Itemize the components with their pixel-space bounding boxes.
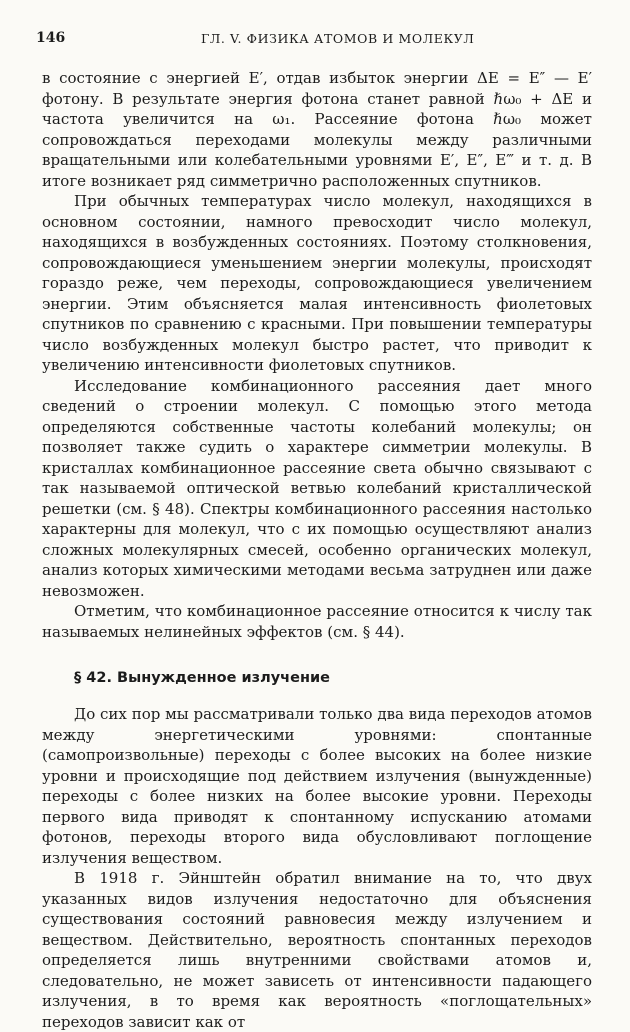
running-title: ГЛ. V. ФИЗИКА АТОМОВ И МОЛЕКУЛ (201, 31, 475, 46)
paragraph-nonlinear-note: Отметим, что комбинационное рассеяние относится к числу так называемых нелинейных эффектов (см. § 44). (42, 602, 592, 641)
page-number: 146 (36, 30, 66, 46)
paragraph-transitions: До сих пор мы рассматривали только два вида переходов атомов между энергетическими уровнями: спонтанные (самопроизвольные) переходы с более высоких на более низкие уровни и происходящие под действием излучения (вынужденные) переходы с более низких на более высокие уровни. Переходы первого вида приводят к спонтанному испусканию атомами фотонов, переходы второго вида обусловливают поглощение излучения веществом. (42, 705, 592, 867)
paragraph-continuation: в состояние с энергией E′, отдав избыток энергии ΔE = E″ — E′ фотону. В результате энергия фотона станет равной ℏω₀ + ΔE и частота увеличится на ω₁. Рассеяние фотона ℏω₀ может сопровождаться переходами молекулы между различными вращательными или колебательными уровнями E′, E″, E‴ и т. д. В итоге возникает ряд симметрично расположенных спутников. (42, 69, 592, 190)
paragraph-einstein: В 1918 г. Эйнштейн обратил внимание на то, что двух указанных видов излучения недостаточно для объяснения существования состояний равновесия между излучением и веществом. Действительно, вероятность спонтанных переходов определяется лишь внутренними свойствами атомов и, следовательно, не может зависеть от интенсивности падающего излучения, в то время как вероятность «поглощательных» переходов зависит как от (42, 869, 592, 1031)
text-body (42, 68, 592, 1032)
section-heading: § 42. Вынужденное излучение (74, 670, 330, 686)
paragraph-raman-research: Исследование комбинационного рассеяния дает много сведений о строении молекул. С помощью этого метода определяются собственные частоты колебаний молекулы; он позволяет также судить о характере симметрии молекулы. В кристаллах комбинационное рассеяние света обычно связывают с так называемой оптической ветвью колебаний кристаллической решетки (см. § 48). Спектры комбинационного рассеяния настолько характерны для молекул, что с их помощью осуществляют анализ сложных молекулярных смесей, особенно органических молекул, анализ которых химическими методами весьма затруднен или даже невозможен. (42, 376, 592, 600)
paragraph-temperature: При обычных температурах число молекул, находящихся в основном состоянии, намного превосходит число молекул, находящихся в возбужденных состояниях. Поэтому столкновения, сопровождающиеся уменьшением энергии молекулы, происходят гораздо реже, чем переходы, сопровождающиеся увеличением энергии. Этим объясняется малая интенсивность фиолетовых спутников по сравнению с красными. При повышении температуры число возбужденных молекул быстро растет, что приводит к увеличению интенсивности фиолетовых спутников. (42, 192, 592, 374)
page-header (36, 30, 596, 52)
